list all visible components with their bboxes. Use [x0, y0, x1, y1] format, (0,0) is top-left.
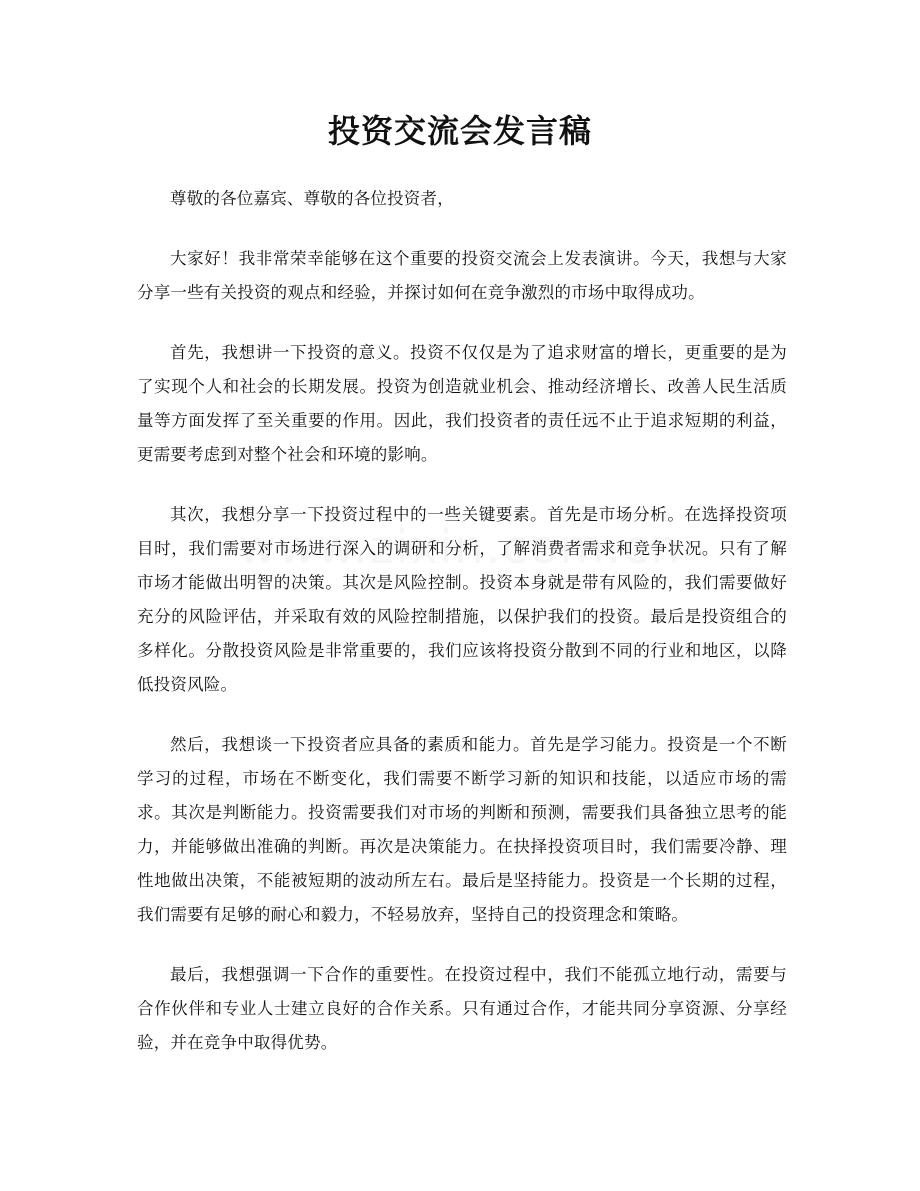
paragraph-cooperation: 最后，我想强调一下合作的重要性。在投资过程中，我们不能孤立地行动，需要与合作伙伴和专业人士建立良好的合作关系。只有通过合作，才能共同分享资源、分享经验，并在竞争中取得优势。: [137, 965, 787, 1052]
paragraph-meaning: 首先，我想讲一下投资的意义。投资不仅仅是为了追求财富的增长，更重要的是为了实现个人和社会的长期发展。投资为创造就业机会、推动经济增长、改善人民生活质量等方面发挥了至关重要的作用。因此，我们投资者的责任远不止于追求短期的利益，更需要考虑到对整个社会和环境的影响。: [137, 343, 787, 464]
document-body: [137, 182, 787, 1086]
paragraph-key-elements: 其次，我想分享一下投资过程中的一些关键要素。首先是市场分析。在选择投资项目时，我们需要对市场进行深入的调研和分析，了解消费者需求和竞争状况。只有了解市场才能做出明智的决策。其次是风险控制。投资本身就是带有风险的，我们需要做好充分的风险评估，并采取有效的风险控制措施，以保护我们的投资。最后是投资组合的多样化。分散投资风险是非常重要的，我们应该将投资分散到不同的行业和地区，以降低投资风险。: [137, 505, 787, 694]
salutation: 尊敬的各位嘉宾、尊敬的各位投资者，: [170, 189, 454, 208]
paragraph-qualities: 然后，我想谈一下投资者应具备的素质和能力。首先是学习能力。投资是一个不断学习的过程，市场在不断变化，我们需要不断学习新的知识和技能，以适应市场的需求。其次是判断能力。投资需要我们对市场的判断和预测，需要我们具备独立思考的能力，并能够做出准确的判断。再次是决策能力。在抉择投资项目时，我们需要冷静、理性地做出决策，不能被短期的波动所左右。最后是坚持能力。投资是一个长期的过程，我们需要有足够的耐心和毅力，不轻易放弃，坚持自己的投资理念和策略。: [137, 735, 787, 924]
paragraph-intro: 大家好！我非常荣幸能够在这个重要的投资交流会上发表演讲。今天，我想与大家分享一些有关投资的观点和经验，并探讨如何在竞争激烈的市场中取得成功。: [137, 249, 787, 302]
document-title: 投资交流会发言稿: [327, 112, 592, 150]
